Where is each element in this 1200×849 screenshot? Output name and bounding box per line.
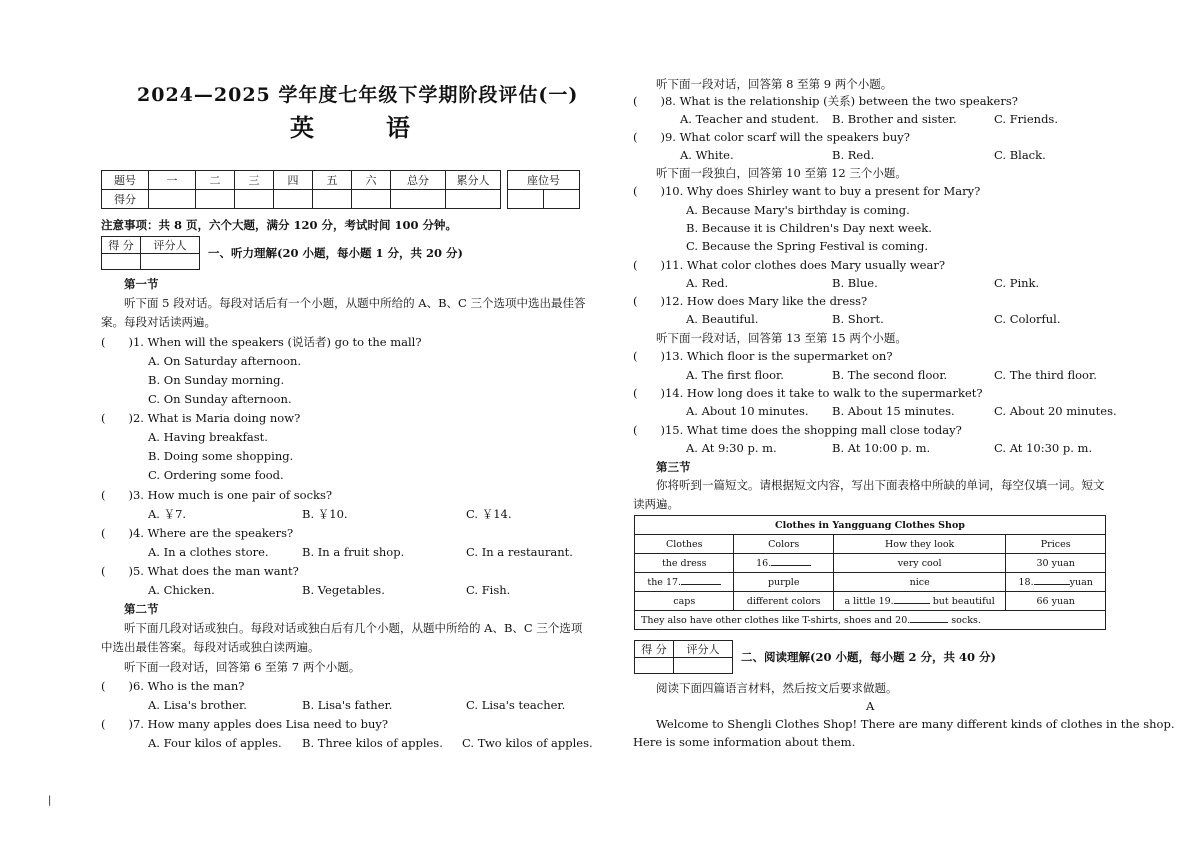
table-cell: 66 yuan [1006, 592, 1106, 611]
seat-cell [508, 190, 544, 209]
question-2: ( )2. What is Maria doing now? [101, 411, 301, 425]
blank-number: 18. [1018, 576, 1034, 588]
fill-blank [910, 622, 948, 623]
option: A. On Saturday afternoon. [148, 354, 302, 368]
table-cell: 30 yuan [1006, 554, 1106, 573]
table-cell: different colors [734, 592, 833, 611]
table-cell: very cool [833, 554, 1005, 573]
table-text: but beautiful [932, 595, 995, 607]
score-cell: 二 [196, 171, 235, 190]
grader-cell [635, 658, 674, 674]
fill-blank [681, 584, 721, 585]
seat-table [507, 170, 580, 209]
fill-blank [1034, 584, 1070, 585]
blank-number: a little 19. [844, 595, 894, 607]
part2-instruction: 阅读下面四篇语言材料，然后按文后要求做题。 [656, 681, 898, 695]
question-10: ( )10. Why does Shirley want to buy a present for Mary? [633, 184, 981, 198]
section2-heading: 第二节 [124, 602, 159, 616]
option: C. Lisa's teacher. [466, 698, 566, 712]
margin-mark: | [48, 795, 52, 806]
option: A. Because Mary's birthday is coming. [686, 203, 910, 217]
footer-text: They also have other clothes like T-shirts, shoes and 20. [641, 614, 911, 626]
option: B. Red. [832, 148, 875, 162]
option: A. Teacher and student. [680, 112, 819, 126]
score-cell: 六 [352, 171, 391, 190]
option: B. Lisa's father. [302, 698, 393, 712]
grader-score-label: 得 分 [635, 641, 674, 658]
score-table-row [102, 190, 501, 209]
option: C. On Sunday afternoon. [148, 392, 292, 406]
option: B. Blue. [832, 276, 878, 290]
option: A. Four kilos of apples. [148, 736, 282, 750]
table-header-cell: Prices [1006, 535, 1106, 554]
question-6: ( )6. Who is the man? [101, 679, 245, 693]
option: B. The second floor. [832, 368, 948, 382]
section3-instruction: 读两遍。 [633, 497, 679, 511]
option: B. About 15 minutes. [832, 404, 955, 418]
option: C. Because the Spring Festival is coming. [686, 239, 928, 253]
question-12: ( )12. How does Mary like the dress? [633, 294, 868, 308]
option: C. The third floor. [994, 368, 1097, 382]
table-header-cell: How they look [833, 535, 1005, 554]
option: C. ￥14. [466, 507, 512, 521]
grader-box-1 [101, 236, 200, 270]
clothes-table-header [635, 535, 1106, 554]
option: B. Three kilos of apples. [302, 736, 443, 750]
option: A. Chicken. [148, 583, 215, 597]
question-8: ( )8. What is the relationship (关系) between the two speakers? [633, 94, 1018, 108]
score-cell: 三 [235, 171, 274, 190]
option: C. In a restaurant. [466, 545, 573, 559]
question-14: ( )14. How long does it take to walk to the supermarket? [633, 386, 983, 400]
section1-instruction: 听下面 5 段对话。每段对话后有一个小题，从题中所给的 A、B、C 三个选项中选出最佳答 [124, 296, 586, 310]
option: B. At 10:00 p. m. [832, 441, 931, 455]
score-cell: 累分人 [446, 171, 501, 190]
table-row [635, 573, 1106, 592]
option: C. About 20 minutes. [994, 404, 1117, 418]
score-cell-empty [149, 190, 196, 209]
grader-cell [141, 254, 200, 270]
grader-reviewer-label: 评分人 [674, 641, 733, 658]
question-5: ( )5. What does the man want? [101, 564, 299, 578]
passage-text: Welcome to Shengli Clothes Shop! There are many different kinds of clothes in the shop. [656, 717, 1175, 731]
option: B. Doing some shopping. [148, 449, 294, 463]
option: C. Colorful. [994, 312, 1061, 326]
option: C. At 10:30 p. m. [994, 441, 1093, 455]
option: B. Brother and sister. [832, 112, 957, 126]
table-row [635, 554, 1106, 573]
score-cell-empty [352, 190, 391, 209]
option: B. Short. [832, 312, 884, 326]
score-cell-empty [313, 190, 352, 209]
option: A. Red. [686, 276, 729, 290]
option: B. Vegetables. [302, 583, 385, 597]
option: A. Having breakfast. [148, 430, 268, 444]
question-9: ( )9. What color scarf will the speakers buy? [633, 130, 910, 144]
option: B. ￥10. [302, 507, 348, 521]
option: A. In a clothes store. [148, 545, 269, 559]
grader-score-label: 得 分 [102, 237, 141, 254]
option: C. Pink. [994, 276, 1040, 290]
option: B. Because it is Children's Day next week. [686, 221, 932, 235]
grader-cell [102, 254, 141, 270]
question-3: ( )3. How much is one pair of socks? [101, 488, 333, 502]
score-cell-empty [274, 190, 313, 209]
table-header-cell: Colors [734, 535, 833, 554]
subject-title: 英 语 [290, 113, 434, 142]
part2-title: 二、阅读理解(20 小题，每小题 2 分，共 40 分) [741, 650, 996, 664]
clothes-table [634, 515, 1106, 630]
option: A. Beautiful. [686, 312, 759, 326]
option: A. Lisa's brother. [148, 698, 247, 712]
score-cell-empty [235, 190, 274, 209]
section1-heading: 第一节 [124, 277, 159, 291]
unit-text: yuan [1069, 576, 1093, 588]
question-11: ( )11. What color clothes does Mary usually wear? [633, 258, 946, 272]
table-cell-blank [833, 592, 1005, 611]
question-7: ( )7. How many apples does Lisa need to buy? [101, 717, 389, 731]
option: B. On Sunday morning. [148, 373, 285, 387]
option: B. In a fruit shop. [302, 545, 405, 559]
table-cell-blank [734, 554, 833, 573]
option: A. At 9:30 p. m. [686, 441, 777, 455]
table-footer [635, 611, 1106, 630]
seat-label: 座位号 [508, 171, 580, 190]
clothes-table-caption: Clothes in Yangguang Clothes Shop [635, 516, 1106, 535]
passage-label: A [866, 699, 875, 713]
question-13: ( )13. Which floor is the supermarket on? [633, 349, 893, 363]
footer-text: socks. [951, 614, 981, 626]
option: A. White. [680, 148, 734, 162]
table-header-cell: Clothes [635, 535, 734, 554]
exam-notice: 注意事项：共 8 页，六个大题，满分 120 分，考试时间 100 分钟。 [101, 218, 458, 232]
score-cell-empty [446, 190, 501, 209]
option: C. Ordering some food. [148, 468, 284, 482]
score-table-header-row [102, 171, 501, 190]
grader-cell [674, 658, 733, 674]
score-cell-empty [196, 190, 235, 209]
option: C. Fish. [466, 583, 511, 597]
option: C. Black. [994, 148, 1046, 162]
score-cell: 四 [274, 171, 313, 190]
section2-instruction: 听下面几段对话或独白。每段对话或独白后有几个小题，从题中所给的 A、B、C 三个选项 [124, 621, 583, 635]
seat-cell [544, 190, 580, 209]
score-cell: 总分 [391, 171, 446, 190]
table-cell: caps [635, 592, 734, 611]
option: C. Friends. [994, 112, 1058, 126]
score-cell-empty [391, 190, 446, 209]
dialogue-instruction: 听下面一段对话，回答第 6 至第 7 两个小题。 [124, 660, 361, 674]
question-15: ( )15. What time does the shopping mall close today? [633, 423, 962, 437]
score-cell: 五 [313, 171, 352, 190]
grader-reviewer-label: 评分人 [141, 237, 200, 254]
dialogue-instruction: 听下面一段独白，回答第 10 至第 12 三个小题。 [656, 166, 907, 180]
table-cell-blank [635, 573, 734, 592]
table-cell-blank [1006, 573, 1106, 592]
table-cell: nice [833, 573, 1005, 592]
grader-box-2 [634, 640, 733, 674]
exam-title: 2024—2025 学年度七年级下学期阶段评估(一) [137, 84, 579, 106]
score-table [101, 170, 501, 209]
option: C. Two kilos of apples. [462, 736, 593, 750]
question-4: ( )4. Where are the speakers? [101, 526, 294, 540]
section2-instruction: 中选出最佳答案。每段对话或独白读两遍。 [101, 640, 320, 654]
passage-text: Here is some information about them. [633, 735, 856, 749]
table-footer-row [635, 611, 1106, 630]
section3-instruction: 你将听到一篇短文。请根据短文内容，写出下面表格中所缺的单词，每空仅填一词。短文 [656, 478, 1105, 492]
table-cell: the dress [635, 554, 734, 573]
option: A. ￥7. [148, 507, 187, 521]
score-cell: 得分 [102, 190, 149, 209]
blank-number: the 17. [647, 576, 682, 588]
table-row [635, 592, 1106, 611]
fill-blank [771, 565, 811, 566]
section3-heading: 第三节 [656, 460, 691, 474]
score-cell: 题号 [102, 171, 149, 190]
blank-number: 16. [756, 557, 772, 569]
part1-title: 一、听力理解(20 小题，每小题 1 分，共 20 分) [208, 246, 463, 260]
option: A. The first floor. [686, 368, 784, 382]
section1-instruction: 案。每段对话读两遍。 [101, 315, 216, 329]
dialogue-instruction: 听下面一段对话，回答第 8 至第 9 两个小题。 [656, 77, 893, 91]
score-cell: 一 [149, 171, 196, 190]
table-cell: purple [734, 573, 833, 592]
option: A. About 10 minutes. [686, 404, 809, 418]
fill-blank [894, 603, 930, 604]
dialogue-instruction: 听下面一段对话，回答第 13 至第 15 两个小题。 [656, 331, 907, 345]
question-1: ( )1. When will the speakers (说话者) go to the mall? [101, 335, 422, 349]
